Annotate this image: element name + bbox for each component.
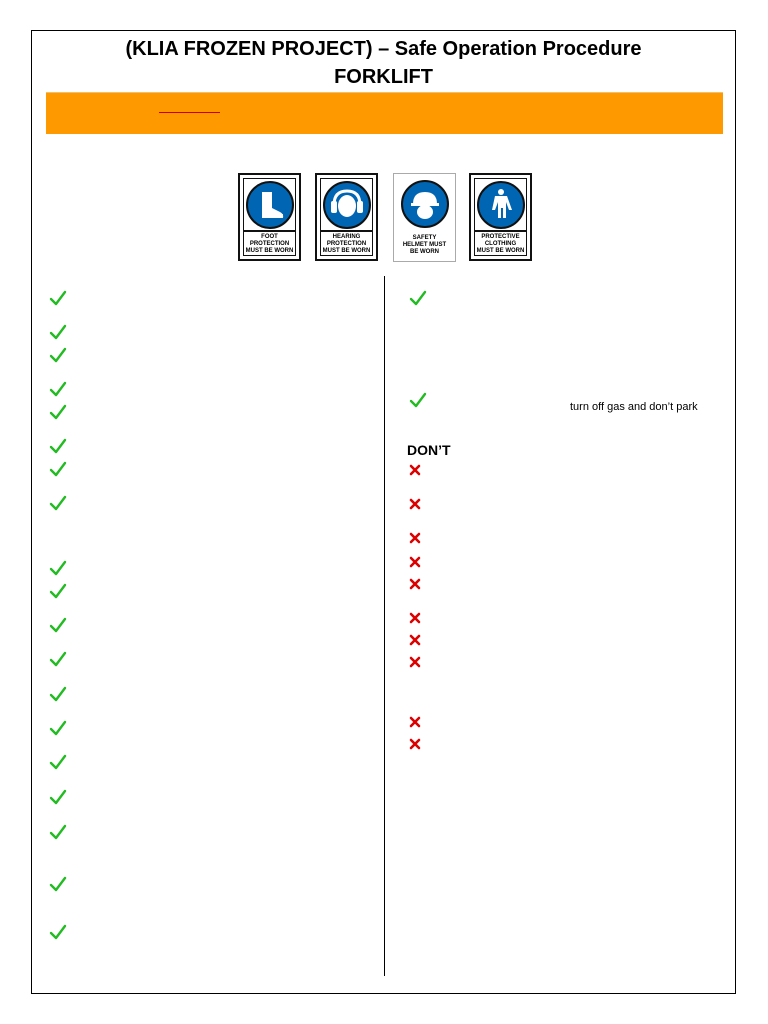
cross-icon <box>408 633 428 653</box>
foot-protection-sign <box>238 173 301 261</box>
check-icon <box>48 582 68 602</box>
check-icon <box>48 719 68 739</box>
check-icon <box>48 323 68 343</box>
protective-clothing-sign <box>469 173 532 261</box>
check-icon <box>48 788 68 808</box>
sign-caption: HEARING PROTECTION MUST BE WORN <box>320 230 373 256</box>
check-icon <box>48 289 68 309</box>
check-icon <box>48 559 68 579</box>
document-subtitle: FORKLIFT <box>334 66 433 88</box>
sign-caption: PROTECTIVE CLOTHING MUST BE WORN <box>474 230 527 256</box>
header-banner <box>46 92 723 134</box>
check-icon <box>48 437 68 457</box>
gas-parking-note: turn off gas and don’t park <box>570 401 698 413</box>
cross-icon <box>408 463 428 483</box>
banner-underline <box>159 112 220 113</box>
sign-symbol-panel <box>320 178 373 232</box>
cross-icon <box>408 737 428 757</box>
check-icon <box>48 380 68 400</box>
cross-icon <box>408 611 428 631</box>
cross-icon <box>408 497 428 517</box>
check-icon <box>48 494 68 514</box>
cross-icon <box>408 555 428 575</box>
check-icon <box>48 460 68 480</box>
column-divider <box>384 276 385 976</box>
document-page <box>31 30 736 994</box>
check-icon <box>48 616 68 636</box>
ear-defender-icon <box>323 181 371 229</box>
cross-icon <box>408 531 428 551</box>
dont-heading: DON’T <box>407 442 451 458</box>
check-icon <box>48 923 68 943</box>
sign-symbol-panel <box>474 178 527 232</box>
check-icon <box>48 823 68 843</box>
ppe-signs <box>238 173 532 261</box>
check-icon <box>408 391 428 411</box>
hearing-protection-sign <box>315 173 378 261</box>
safety-helmet-sign <box>393 173 456 262</box>
document-title: (KLIA FROZEN PROJECT) – Safe Operation Procedure <box>125 38 642 60</box>
sign-symbol-panel <box>397 177 452 231</box>
coverall-icon <box>477 181 525 229</box>
check-icon <box>48 753 68 773</box>
sign-caption: FOOT PROTECTION MUST BE WORN <box>243 230 296 256</box>
sign-symbol-panel <box>243 178 296 232</box>
cross-icon <box>408 715 428 735</box>
helmet-icon <box>401 180 449 228</box>
check-icon <box>48 346 68 366</box>
check-icon <box>48 650 68 670</box>
check-icon <box>48 685 68 705</box>
boot-icon <box>246 181 294 229</box>
sign-caption: SAFETY HELMET MUST BE WORN <box>402 235 447 255</box>
cross-icon <box>408 577 428 597</box>
check-icon <box>48 403 68 423</box>
check-icon <box>48 875 68 895</box>
check-icon <box>408 289 428 309</box>
cross-icon <box>408 655 428 675</box>
